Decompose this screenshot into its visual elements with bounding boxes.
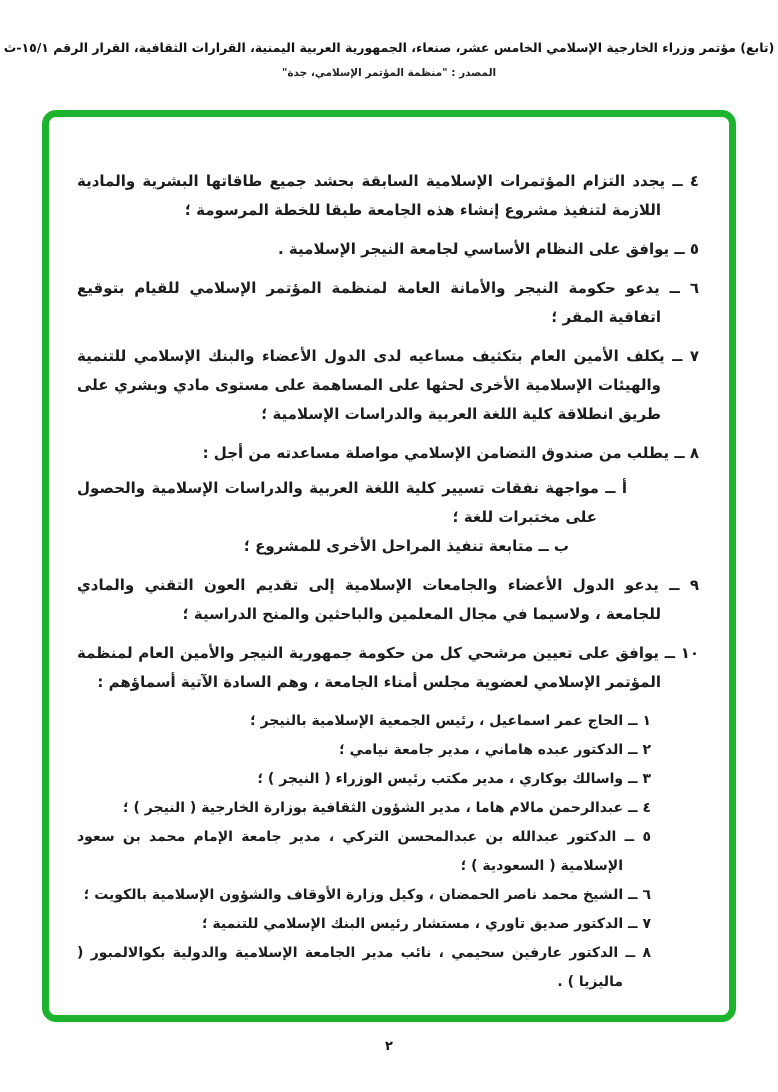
resolution-item-6: ٦ ــ يدعو حكومة النيجر والأمانة العامة لمنظمة المؤتمر الإسلامي للقيام بتوقيع اتفاقية المقر ؛ (77, 279, 699, 326)
resolution-item-9: ٩ ــ يدعو الدول الأعضاء والجامعات الإسلامية إلى تقديم العون التقني والمادي للجامعة ، ولاسيما في مجال المعلمين والباحثين والمنح الدراسية ؛ (77, 576, 699, 623)
resolution-item-4: ٤ ــ يجدد التزام المؤتمرات الإسلامية السابقة بحشد جميع طاقاتها البشرية والمادية اللازمة لتنفيذ مشروع إنشاء هذه الجامعة طبقا للخطة المرسومة ؛ (77, 172, 699, 219)
end-of-text-rule (271, 1019, 497, 1021)
board-member-5: ٥ ــ الدكتور عبدالله بن عبدالمحسن التركي ، مدير جامعة الإمام محمد بن سعود الإسلامية ( السعودية ) ؛ (77, 829, 651, 874)
board-member-1: ١ ــ الحاج عمر اسماعيل ، رئيس الجمعية الإسلامية بالنيجر ؛ (250, 713, 651, 729)
document-header (0, 38, 778, 81)
header-conference-title: (تابع) مؤتمر وزراء الخارجية الإسلامي الخامس عشر، صنعاء، الجمهورية العربية اليمنية، القرارات الثقافية، القرار الرقم ١٥/١-ث (3, 40, 775, 55)
resolution-item-5: ٥ ــ يوافق على النظام الأساسي لجامعة النيجر الإسلامية . (278, 240, 699, 258)
subitem-b: ب ــ متابعة تنفيذ المراحل الأخرى للمشروع ؛ (243, 537, 569, 555)
page-number: ٢ (385, 1039, 393, 1054)
item-8-subitems (77, 474, 699, 561)
resolution-item-8: ٨ ــ يطلب من صندوق التضامن الإسلامي مواصلة مساعدته من أجل : (202, 444, 699, 462)
subitem-a: أ ــ مواجهة نفقات تسيير كلية اللغة العربية والدراسات الإسلامية والحصول على مختبرات للغة ؛ (77, 479, 627, 526)
highlight-box (42, 110, 736, 1022)
header-source-line: المصدر : "منظمة المؤتمر الإسلامي، جدة" (281, 67, 497, 79)
board-members-list (77, 707, 651, 997)
board-member-8: ٨ ــ الدكتور عارفين سحيمي ، نائب مدير الجامعة الإسلامية والدولية بكوالالمبور ( ماليزيا ) . (77, 945, 651, 990)
resolution-item-10: ١٠ ــ يوافق على تعيين مرشحي كل من حكومة جمهورية النيجر والأمين العام لمنظمة المؤتمر الإسلامي لعضوية مجلس أمناء الجامعة ، وهم السادة الآتية أسماؤهم : (77, 644, 699, 691)
board-member-2: ٢ ــ الدكتور عبده هاماني ، مدير جامعة نيامي ؛ (339, 742, 651, 758)
resolution-item-7: ٧ ــ يكلف الأمين العام بتكثيف مساعيه لدى الدول الأعضاء والبنك الإسلامي للتنمية والهيئات الإسلامية الأخرى لحثها على المساهمة على مستوى مادي وبشري على طريق انطلاقة كلية اللغة العربية والدراسات الإسلامية ؛ (77, 347, 699, 423)
board-member-7: ٧ ــ الدكتور صديق تاوري ، مستشار رئيس البنك الإسلامي للتنمية ؛ (201, 916, 651, 932)
board-member-6: ٦ ــ الشيخ محمد ناصر الحمضان ، وكيل وزارة الأوقاف والشؤون الإسلامية بالكويت ؛ (83, 887, 651, 903)
board-member-4: ٤ ــ عبدالرحمن مالام هاما ، مدير الشؤون الثقافية بوزارة الخارجية ( النيجر ) ؛ (123, 800, 651, 816)
resolution-text (77, 167, 699, 1021)
board-member-3: ٣ ــ واسالك بوكاري ، مدير مكتب رئيس الوزراء ( النيجر ) ؛ (257, 771, 651, 787)
